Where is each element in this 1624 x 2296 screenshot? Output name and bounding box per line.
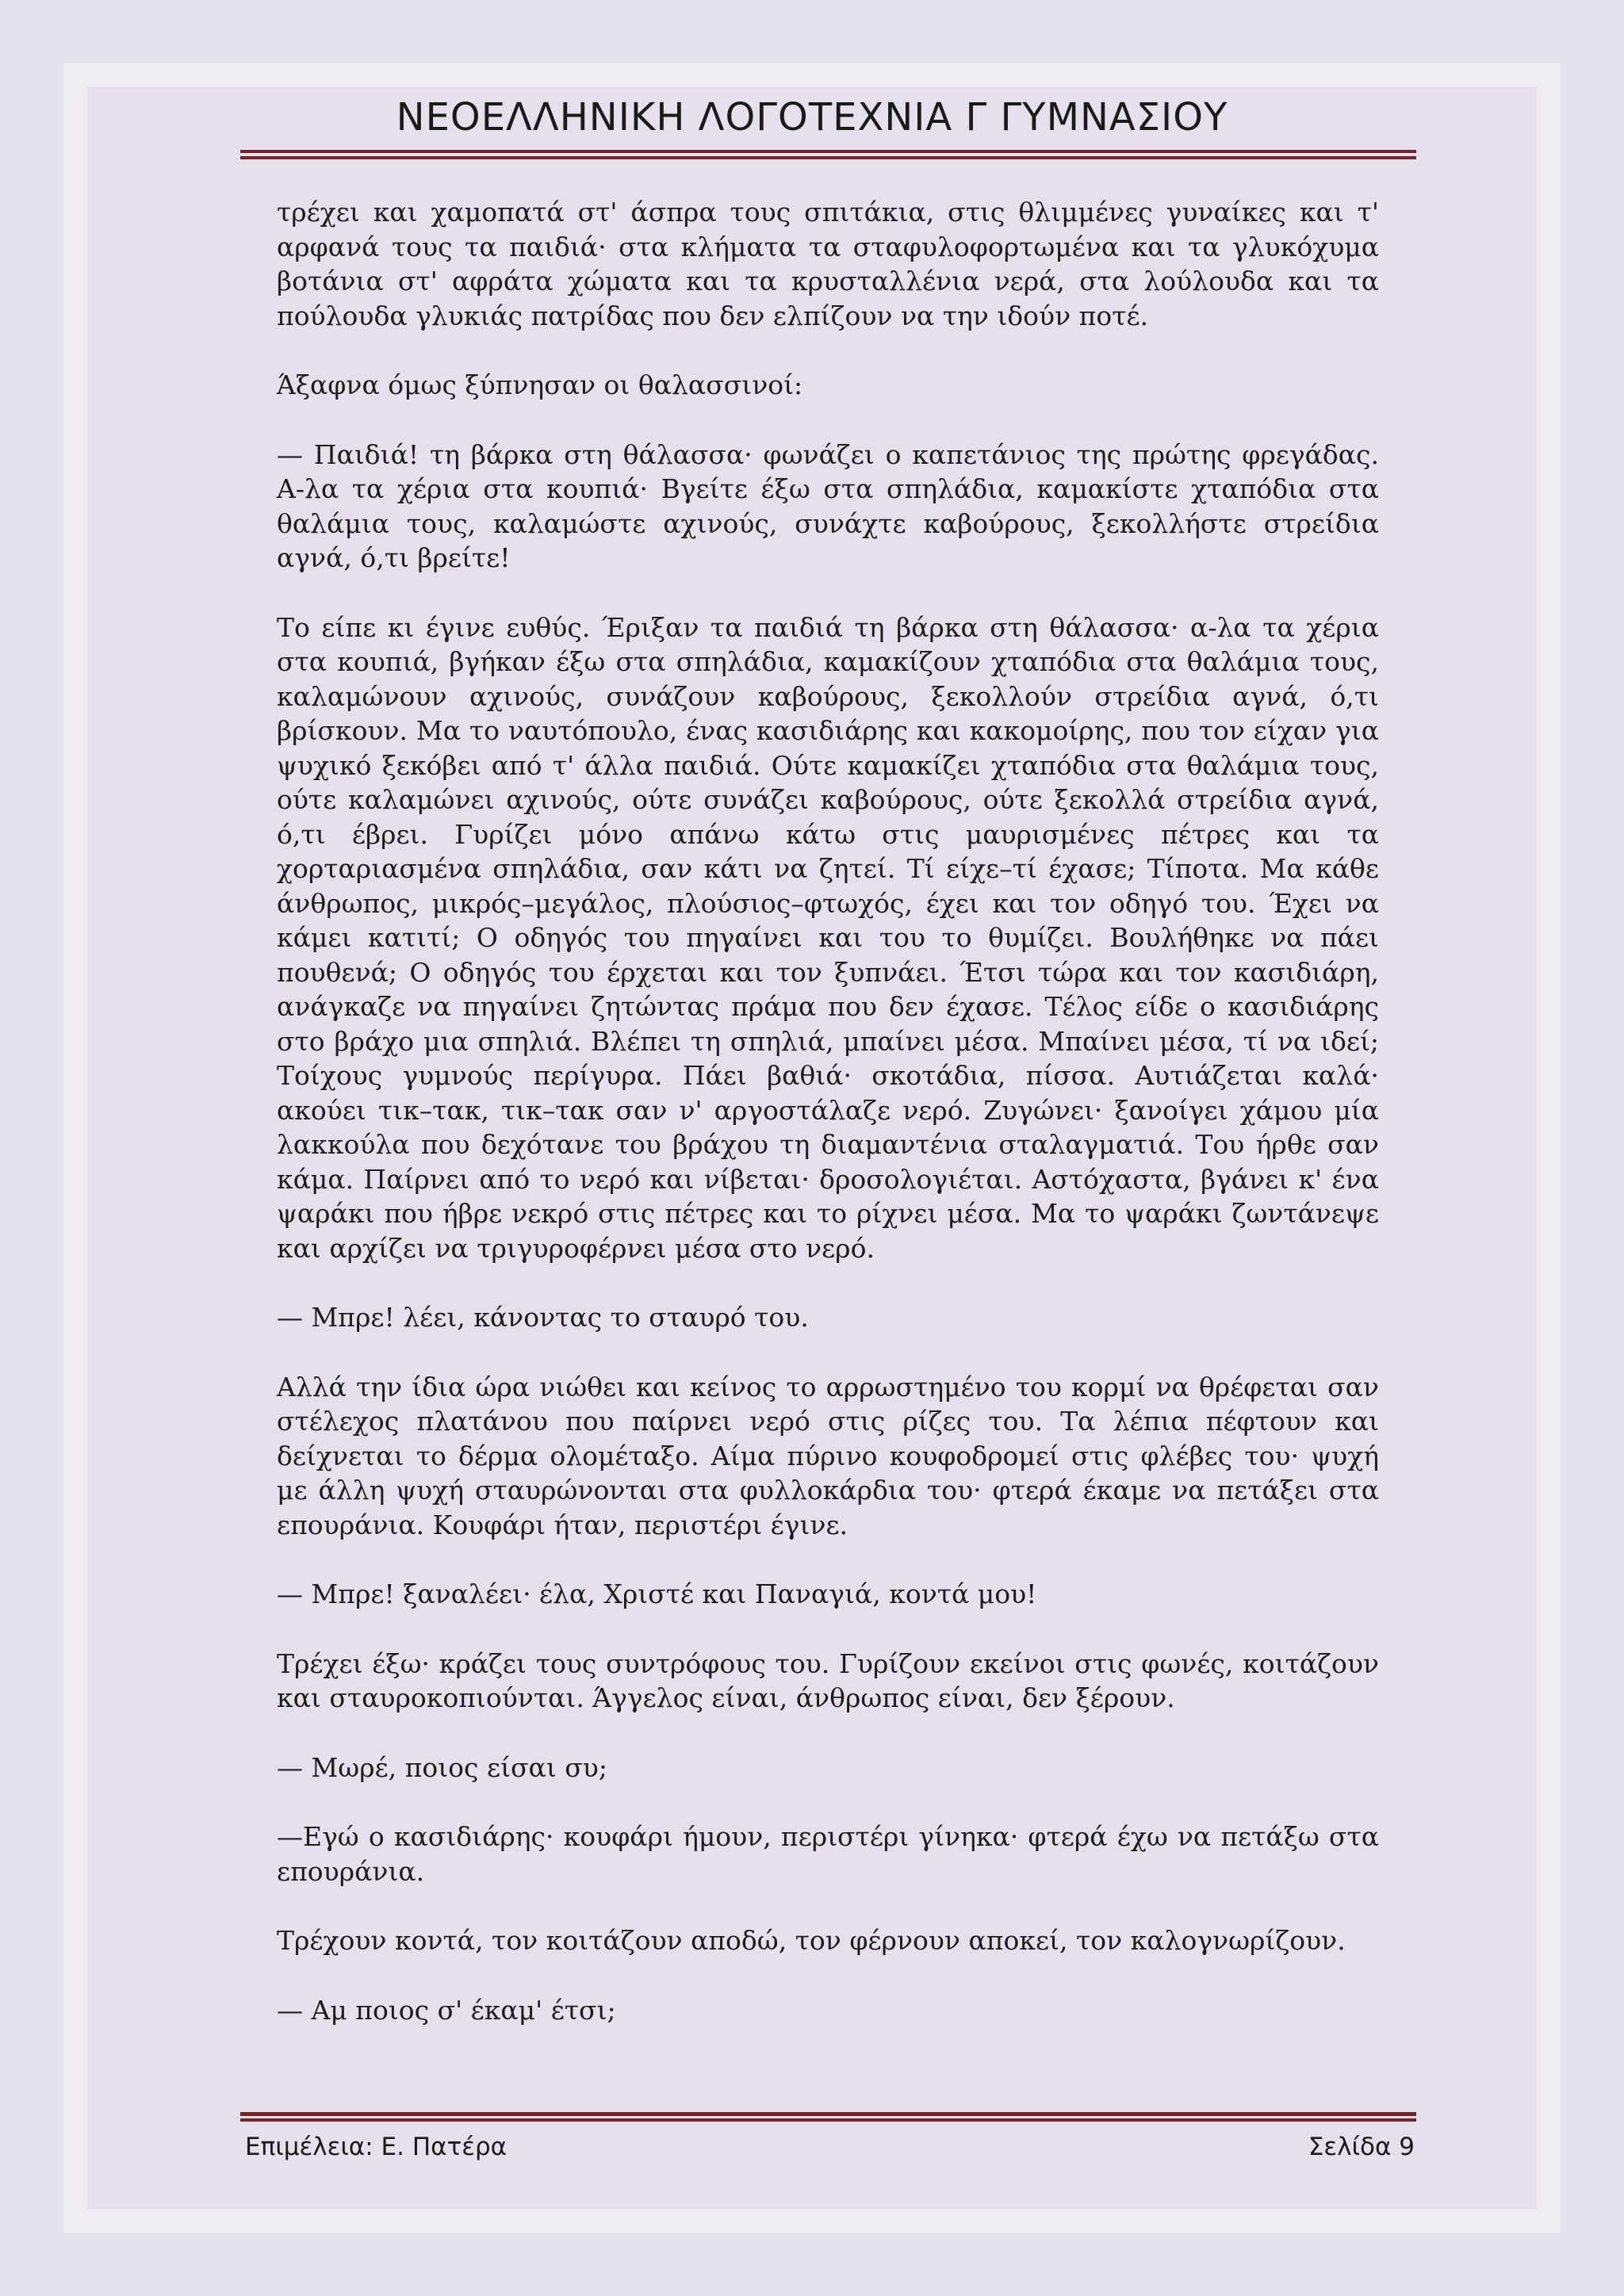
paragraph: — Παιδιά! τη βάρκα στη θάλασσα· φωνάζει ο καπετάνιος της πρώτης φρεγάδας. Α-λα τα χέρια στα κουπιά· Βγείτε έξω στα σπηλάδια, καμακίστε χταπόδια στα θαλάμια τους, καλαμώστε αχινούς, συνάχτε καβούρους, ξεκολλήστε στρείδια αγνά, ό,τι βρείτε! xyxy=(277,438,1379,573)
footer-page-number: Σελίδα 9 xyxy=(1308,2133,1415,2161)
paragraph: — Αμ ποιος σ' έκαμ' έτσι; xyxy=(277,1994,616,2026)
paragraph: Τρέχουν κοντά, τον κοιτάζουν αποδώ, τον φέρνουν αποκεί, τον καλογνωρίζουν. xyxy=(277,1925,1346,1956)
paragraph: Άξαφνα όμως ξύπνησαν οι θαλασσινοί: xyxy=(277,369,803,400)
header-rule-thin xyxy=(240,156,1416,159)
paragraph: Τρέχει έξω· κράζει τους συντρόφους του. Γυρίζουν εκείνοι στις φωνές, κοιτάζουν και σταυροκοπιούνται. Άγγελος είναι, άνθρωπος είναι, δεν ξέρουν. xyxy=(277,1647,1379,1713)
footer-editor-credit: Επιμέλεια: Ε. Πατέρα xyxy=(245,2133,508,2161)
paragraph: Αλλά την ίδια ώρα νιώθει και κείνος το αρρωστημένο του κορμί να θρέφεται σαν στέλεχος πλατάνου που παίρνει νερό στις ρίζες του. Τα λέπια πέφτουν και δείχνεται το δέρμα ολομέταξο. Αίμα πύρινο κουφοδρομεί στις φλέβες του· ψυχή με άλλη ψυχή σταυρώνονται στα φυλλοκάρδια του· φτερά έκαμε να πετάξει στα επουράνια. Κουφάρι ήταν, περιστέρι έγινε. xyxy=(277,1371,1379,1540)
header-rule-thick xyxy=(240,150,1416,153)
page-header-title: ΝΕΟΕΛΛΗΝΙΚΗ ΛΟΓΟΤΕΧΝΙΑ Γ ΓΥΜΝΑΣΙΟΥ xyxy=(396,95,1228,140)
paragraph: — Μπρε! λέει, κάνοντας το σταυρό του. xyxy=(277,1302,809,1333)
paragraph: —Εγώ ο κασιδιάρης· κουφάρι ήμουν, περιστέρι γίνηκα· φτερά έχω να πετάξω στα επουράνια. xyxy=(277,1821,1379,1887)
paragraph: — Μωρέ, ποιος είσαι συ; xyxy=(277,1751,607,1783)
paragraph: τρέχει και χαμοπατά στ' άσπρα τους σπιτάκια, στις θλιμμένες γυναίκες και τ' αρφανά τους τα παιδιά· στα κλήματα τα σταφυλοφορτωμένα και τα γλυκόχυμα βοτάνια στ' αφράτα χώματα και τα κρυσταλλένια νερά, στα λούλουδα και τα πούλουδα γλυκιάς πατρίδας που δεν ελπίζουν να την ιδούν ποτέ. xyxy=(277,197,1379,331)
footer-rule-thin xyxy=(240,2118,1416,2122)
paragraph: Το είπε κι έγινε ευθύς. Έριξαν τα παιδιά τη βάρκα στη θάλασσα· α-λα τα χέρια στα κουπιά, βγήκαν έξω στα σπηλάδια, καμακίζουν χταπόδια στα θαλάμια τους, καλαμώνουν αχινούς, συνάζουν καβούρους, ξεκολλούν στρείδια αγνά, ό,τι βρίσκουν. Μα το ναυτόπουλο, ένας κασιδιάρης και κακομοίρης, που τον είχαν για ψυχικό ξεκόβει από τ' άλλα παιδιά. Ούτε καμακίζει χταπόδια στα θαλάμια τους, ούτε καλαμώνει αχινούς, ούτε συνάζει καβούρους, ούτε ξεκολλά στρείδια αγνά, ό,τι έβρει. Γυρίζει μόνο απάνω κάτω στις μαυρισμένες πέτρες και τα χορταριασμένα σπηλάδια, σαν κάτι να ζητεί. Τί είχε–τί έχασε; Τίποτα. Μα κάθε άνθρωπος, μικρός–μεγάλος, πλούσιος–φτωχός, έχει και τον οδηγό του. Έχει να κάμει κατιτί; Ο οδηγός του πηγαίνει και του το θυμίζει. Βουλήθηκε να πάει πουθενά; Ο οδηγός του έρχεται και τον ξυπνάει. Έτσι τώρα και τον κασιδιάρη, ανάγκαζε να πηγαίνει ζητώντας πράμα που δεν έχασε. Τέλος είδε ο κασιδιάρης στο βράχο μια σπηλιά. Βλέπει τη σπηλιά, μπαίνει μέσα. Μπαίνει μέσα, τί να ιδεί; Τοίχους γυμνούς περίγυρα. Πάει βαθιά· σκοτάδια, πίσσα. Αυτιάζεται καλά· ακούει τικ–τακ, τικ–τακ σαν ν' αργοστάλαζε νερό. Ζυγώνει· ξανοίγει χάμου μία λακκούλα που δεχότανε του βράχου τη διαμαντένια σταλαγματιά. Του ήρθε σαν κάμα. Παίρνει από το νερό και νίβεται· δροσολογιέται. Αστόχαστα, βγάνει κ' ένα ψαράκι που ήβρε νεκρό στις πέτρες και το ρίχνει μέσα. Μα το ψαράκι ζωντάνεψε και αρχίζει να τριγυροφέρνει μέσα στο νερό. xyxy=(277,611,1379,1264)
footer-rule-thick xyxy=(240,2112,1416,2116)
paragraph: — Μπρε! ξαναλέει· έλα, Χριστέ και Παναγιά, κοντά μου! xyxy=(277,1578,1037,1609)
body-text xyxy=(277,195,1379,2062)
